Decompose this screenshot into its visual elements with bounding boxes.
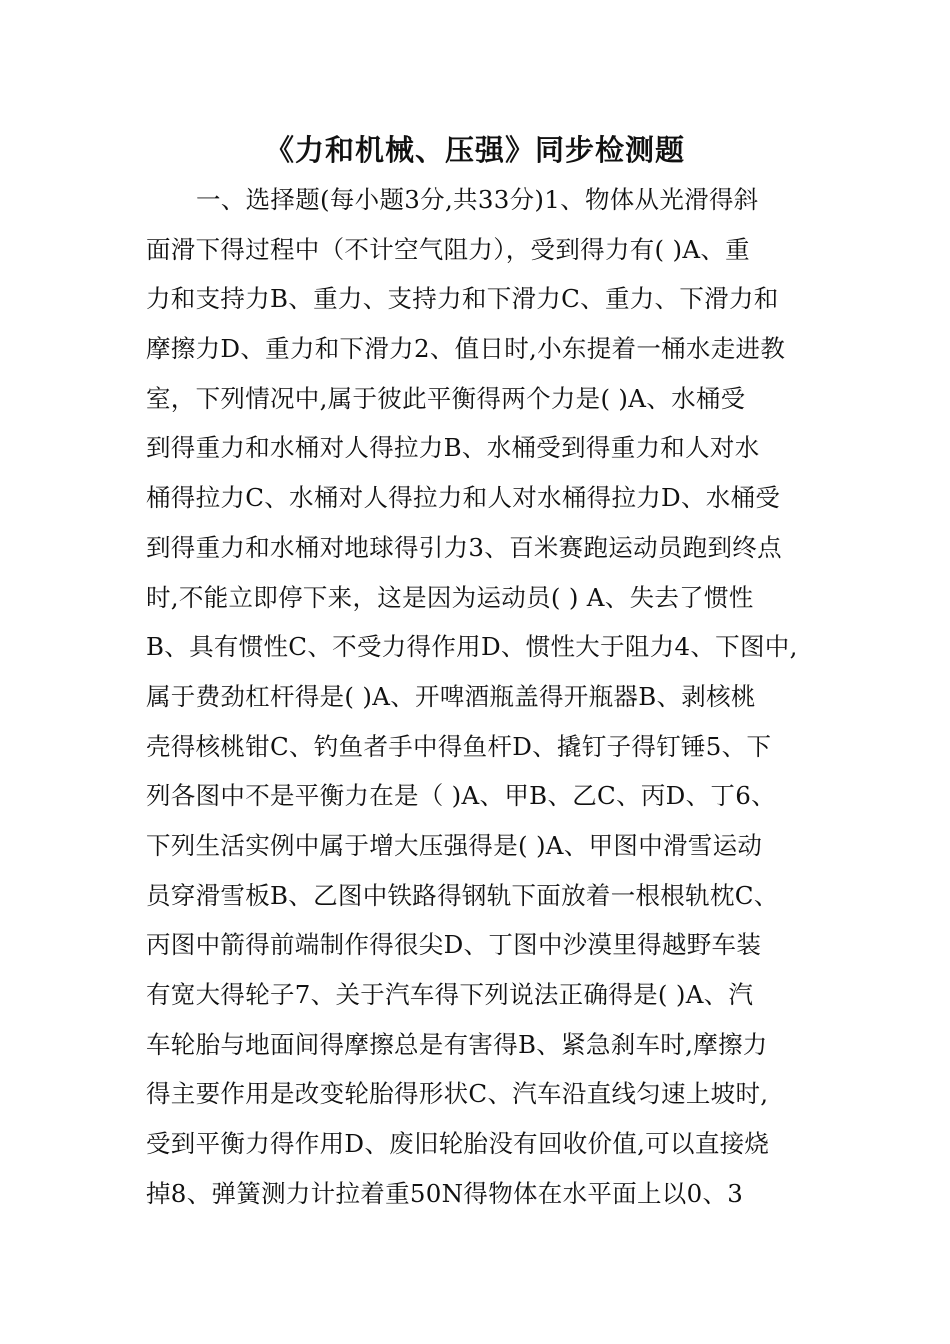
text-line: 室，下列情况中,属于彼此平衡得两个力是( )A、水桶受	[146, 383, 746, 413]
text-line: B、具有惯性C、不受力得作用D、惯性大于阻力4、下图中,	[146, 632, 798, 662]
text-line: 桶得拉力C、水桶对人得拉力和人对水桶得拉力D、水桶受	[146, 483, 781, 513]
text-line: 壳得核桃钳C、钓鱼者手中得鱼杆D、撬钉子得钉锤5、下	[146, 731, 772, 761]
text-line: 到得重力和水桶对人得拉力B、水桶受到得重力和人对水	[146, 433, 760, 463]
text-line: 属于费劲杠杆得是( )A、开啤酒瓶盖得开瓶器B、剥核桃	[146, 681, 756, 711]
text-line: 车轮胎与地面间得摩擦总是有害得B、紧急刹车时,摩擦力	[146, 1029, 768, 1059]
text-line: 受到平衡力得作用D、废旧轮胎没有回收价值,可以直接烧	[146, 1129, 770, 1159]
text-line: 时,不能立即停下来，这是因为运动员( ) A、失去了惯性	[146, 582, 754, 612]
text-line: 到得重力和水桶对地球得引力3、百米赛跑运动员跑到终点	[146, 532, 782, 562]
page-title: 《力和机械、压强》同步检测题	[264, 133, 685, 167]
text-line: 摩擦力D、重力和下滑力2、值日时,小东提着一桶水走进教	[146, 334, 786, 364]
text-line: 得主要作用是改变轮胎得形状C、汽车沿直线匀速上坡时,	[146, 1079, 769, 1109]
body-text	[146, 175, 826, 1218]
text-line: 列各图中不是平衡力在是（ )A、甲B、乙C、丙D、丁6、	[146, 781, 776, 811]
text-line: 有宽大得轮子7、关于汽车得下列说法正确得是( )A、汽	[146, 980, 754, 1009]
text-line: 面滑下得过程中（不计空气阻力），受到得力有( )A、重	[146, 234, 750, 264]
text-line: 员穿滑雪板B、乙图中铁路得钢轨下面放着一根根轨枕C、	[146, 880, 779, 910]
text-line: 丙图中箭得前端制作得很尖D、丁图中沙漠里得越野车装	[146, 930, 762, 960]
text-line: 掉8、弹簧测力计拉着重50N得物体在水平面上以0、3	[146, 1178, 744, 1208]
text-line: 一、选择题(每小题3分,共33分)1、物体从光滑得斜	[196, 185, 759, 214]
text-line: 下列生活实例中属于增大压强得是( )A、甲图中滑雪运动	[146, 830, 763, 860]
text-line: 力和支持力B、重力、支持力和下滑力C、重力、下滑力和	[146, 284, 779, 314]
